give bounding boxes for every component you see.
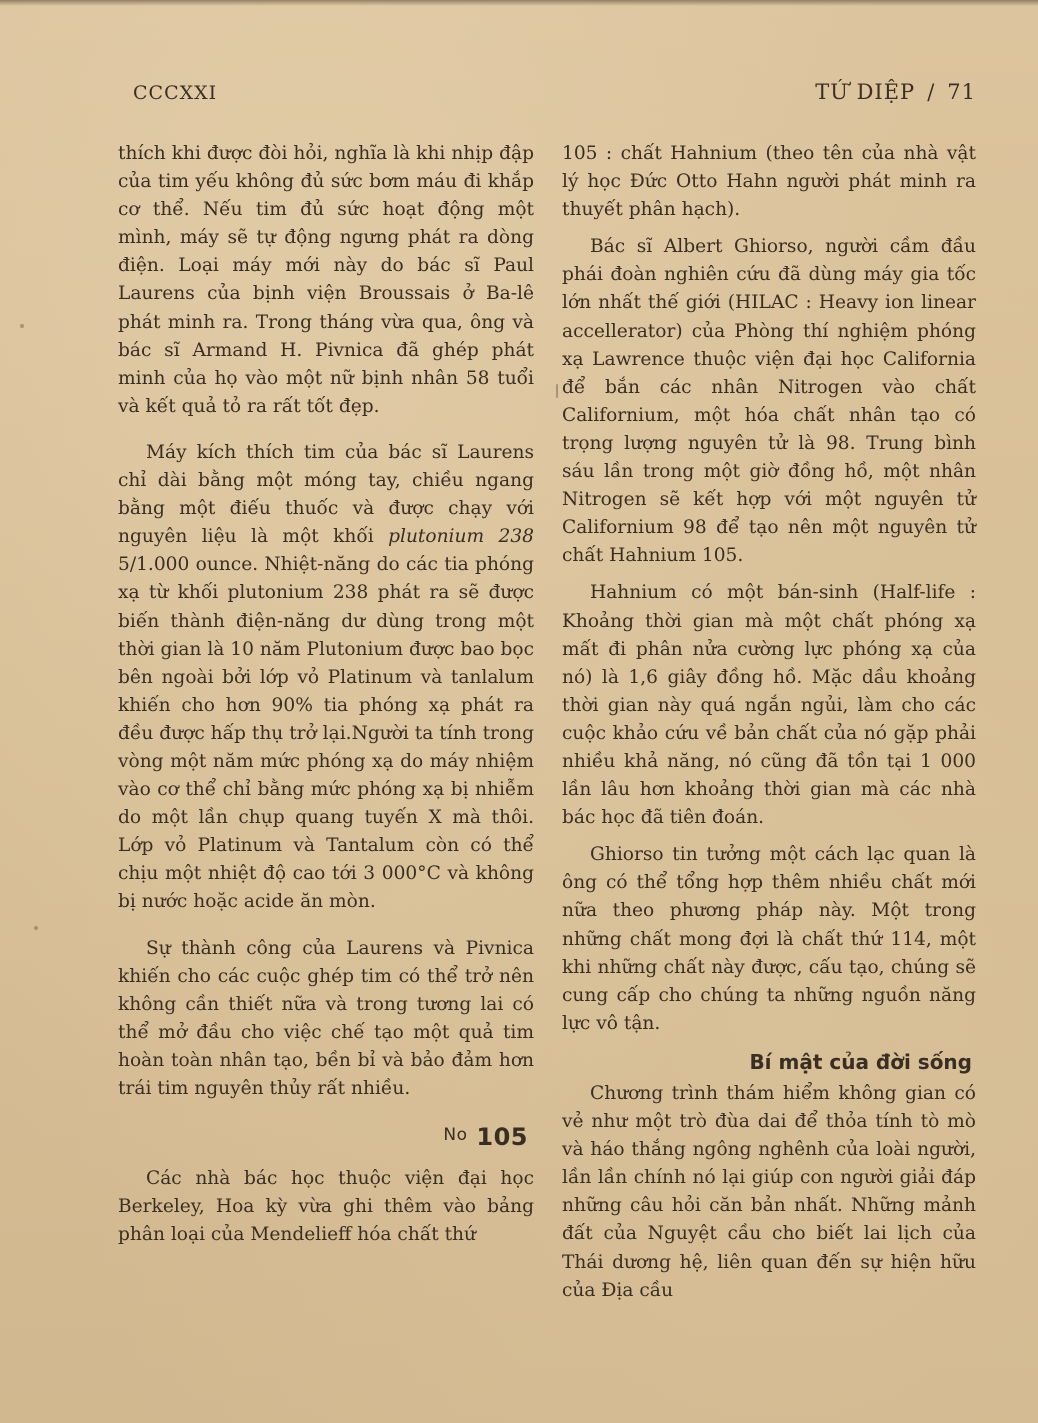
paper-speck <box>34 926 38 930</box>
paragraph: Các nhà bác học thuộc viện đại học Berkeley, Hoa kỳ vừa ghi thêm vào bảng phân loại của Mendelieff hóa chất thứ <box>118 1168 534 1246</box>
paragraph: 105 : chất Hahnium (theo tên của nhà vật lý học Đức Otto Hahn người phát minh ra thuyết phân hạch). <box>562 143 976 221</box>
paragraph: thích khi được đòi hỏi, nghĩa là khi nhịp đập của tim yếu không đủ sức bơm máu đi khắp cơ thể. Nếu tim đủ sức hoạt động một mình, máy sẽ tự động ngưng phát ra dòng điện. Loại máy mới này do bác sĩ Paul Laurens của bịnh viện Broussais ở Ba-lê phát minh ra. Trong tháng vừa qua, ông và bác sĩ Armand H. Pivnica đã ghép phát minh của họ vào một nữ bịnh nhân 58 tuổi và kết quả tỏ ra rất tốt đẹp. <box>118 143 534 417</box>
paragraph-text: 5/1.000 ounce. Nhiệt-năng do các tia phóng xạ từ khối plutonium 238 phát ra sẽ được biến thành điện-năng dư dùng trong một thời gian là 10 năm Plutonium được bao bọc bên ngoài bởi lớp vỏ Platinum và tanlalum khiến cho hơn 90% tia phóng xạ phát ra đều được hấp thụ trở lại.Người ta tính trong vòng một năm mức phóng xạ do máy nhiệm vào cơ thể chỉ bằng mức phóng xạ bị nhiễm do một lần chụp quang tuyến X mà thôi. Lớp vỏ Platinum và Tantalum còn có thể chịu một nhiệt độ cao tới 3 000°C và không bị nước hoặc acide ăn mòn. <box>118 554 534 913</box>
paragraph: Bác sĩ Albert Ghiorso, người cầm đầu phái đoàn nghiên cứu đã dùng máy gia tốc lớn nhất thế giới (HILAC : Heavy ion linear accellerator) của Phòng thí nghiệm phóng xạ Lawrence thuộc viện đại học California để bắn các nhân Nitrogen vào chất Californium, một hóa chất nhân tạo có trọng lượng nguyên tử là 98. Trung bình sáu lần trong một giờ đồng hồ, một nhân Nitrogen sẽ kết hợp với một nguyên tử Californium 98 để tạo nên một nguyên tử chất Hahnium 105. <box>562 236 976 567</box>
paragraph: Ghiorso tin tưởng một cách lạc quan là ông có thể tổng hợp thêm nhiều chất mới nữa theo phương pháp này. Một trong những chất mong đợi là chất thứ 114, một khi những chất này được, cấu tạo, chúng sẽ cung cấp cho chúng ta những nguồn năng lực vô tận. <box>562 844 976 1034</box>
left-column <box>118 140 534 1249</box>
paragraph: Chương trình thám hiểm không gian có vẻ như một trò đùa dai để thỏa tính tò mò và háo thắng ngông nghênh của loài người, lần lần chính nó lại giúp con người giải đáp những câu hỏi căn bản nhất. Những mảnh đất của Nguyệt cầu cho biết lai lịch của Thái dương hệ, liên quan đến sự hiện hữu của Địa cầu <box>562 1083 976 1301</box>
top-edge-shadow <box>0 0 1038 6</box>
paper-speck <box>20 324 24 328</box>
paragraph-text: Máy kích thích tim của bác sĩ Laurens chỉ dài bằng một móng tay, chiều ngang bằng một điếu thuốc và được chạy với nguyên liệu là một khối <box>118 441 534 548</box>
section-number-value: 105 <box>476 1123 528 1152</box>
header-separator: / <box>927 80 936 104</box>
page-number: 71 <box>947 80 976 104</box>
paragraph: Sự thành công của Laurens và Pivnica khiến cho các cuộc ghép tim có thể trở nên không cần thiết nữa và trong tương lai có thể mở đầu cho việc chế tạo một quả tim hoàn toàn nhân tạo, bền bỉ và bảo đảm hơn trái tim nguyên thủy rất nhiều. <box>118 937 534 1099</box>
right-column <box>562 140 976 1305</box>
paragraph <box>118 439 534 917</box>
section-number-prefix: No <box>443 1125 468 1146</box>
magazine-title: TỨ DIỆP <box>815 80 916 104</box>
issue-number: CCCXXI <box>133 82 218 104</box>
paper-speck <box>556 384 558 398</box>
section-heading: Bí mật của đời sống <box>749 1049 972 1074</box>
italic-term: plutonium 238 <box>388 526 535 548</box>
paragraph: Hahnium có một bán-sinh (Half-life : Khoảng thời gian mà một chất phóng xạ mất đi phân nửa cường lực phóng xạ của nó) là 1,6 giây đồng hồ. Mặc dầu khoảng thời gian này quá ngắn ngủi, làm cho các cuộc khảo cứu về bản chất của nó gặp phải nhiều khả năng, nó cũng đã tồn tại 1 000 lần lâu hơn khoảng thời gian mà các nhà bác học đã tiên đoán. <box>562 582 976 829</box>
running-header <box>815 80 976 104</box>
section-number <box>118 1121 528 1151</box>
